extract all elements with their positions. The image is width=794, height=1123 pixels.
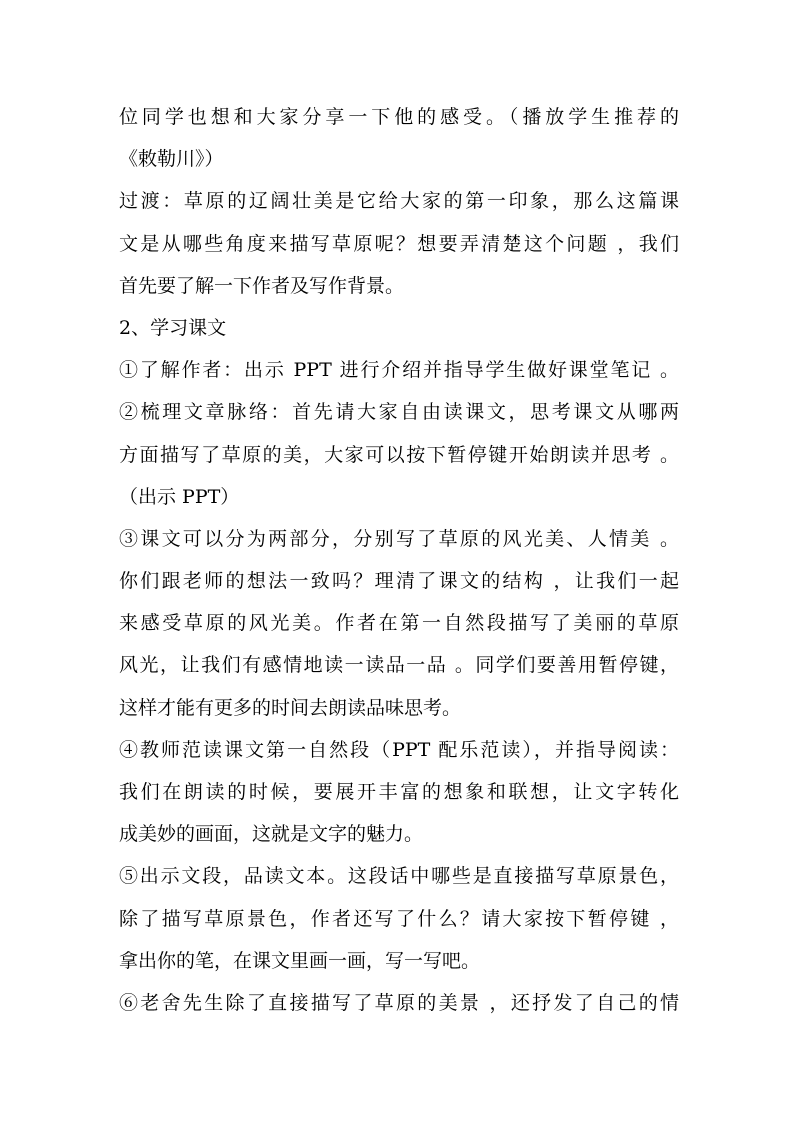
text-line: 方面描写了草原的美，大家可以按下暂停键开始朗读并思考 。 <box>119 443 679 466</box>
text-line: 你们跟老师的想法一致吗？理清了课文的结构 ，让我们一起 <box>119 570 679 593</box>
text-line: 拿出你的笔，在课文里画一画，写一写吧。 <box>119 949 481 972</box>
text-line: 《敕勒川》） <box>119 148 224 171</box>
text-line: 我们在朗读的时候，要展开丰富的想象和联想，让文字转化 <box>119 781 679 803</box>
text-line: 来感受草原的风光美。作者在第一自然段描写了美丽的草原 <box>119 612 679 635</box>
text-line: 除了描写草原景色，作者还写了什么？请大家按下暂停键 ， <box>119 907 679 930</box>
text-line: ②梳理文章脉络：首先请大家自由读课文，思考课文从哪两 <box>119 401 679 424</box>
text-line: （出示 PPT） <box>119 485 240 508</box>
text-line: 位同学也想和大家分享一下他的感受。（播放学生推荐的 <box>119 106 679 128</box>
text-line: 风光，让我们有感情地读一读品一品 。同学们要善用暂停键， <box>119 654 679 677</box>
text-line: ①了解作者：出示 PPT 进行介绍并指导学生做好课堂笔记 。 <box>119 359 679 382</box>
section-heading: 2、学习课文 <box>119 316 227 339</box>
text-line: 这样才能有更多的时间去朗读品味思考。 <box>119 696 462 719</box>
text-line: 首先要了解一下作者及写作背景。 <box>119 274 405 297</box>
text-line: ⑥老舍先生除了直接描写了草原的美景 ，还抒发了自己的情 <box>119 991 679 1014</box>
text-line: ⑤出示文段，品读文本。这段话中哪些是直接描写草原景色， <box>119 865 679 888</box>
text-line: 成美妙的画面，这就是文字的魅力。 <box>119 823 424 846</box>
text-line: ④教师范读课文第一自然段（PPT 配乐范读），并指导阅读： <box>119 738 679 761</box>
text-line: ③课文可以分为两部分，分别写了草原的风光美、人情美 。 <box>119 527 679 550</box>
text-line: 文是从哪些角度来描写草原呢？想要弄清楚这个问题 ，我们 <box>119 232 679 255</box>
document-body <box>119 96 679 1024</box>
text-line: 过渡：草原的辽阔壮美是它给大家的第一印象，那么这篇课 <box>119 190 679 213</box>
